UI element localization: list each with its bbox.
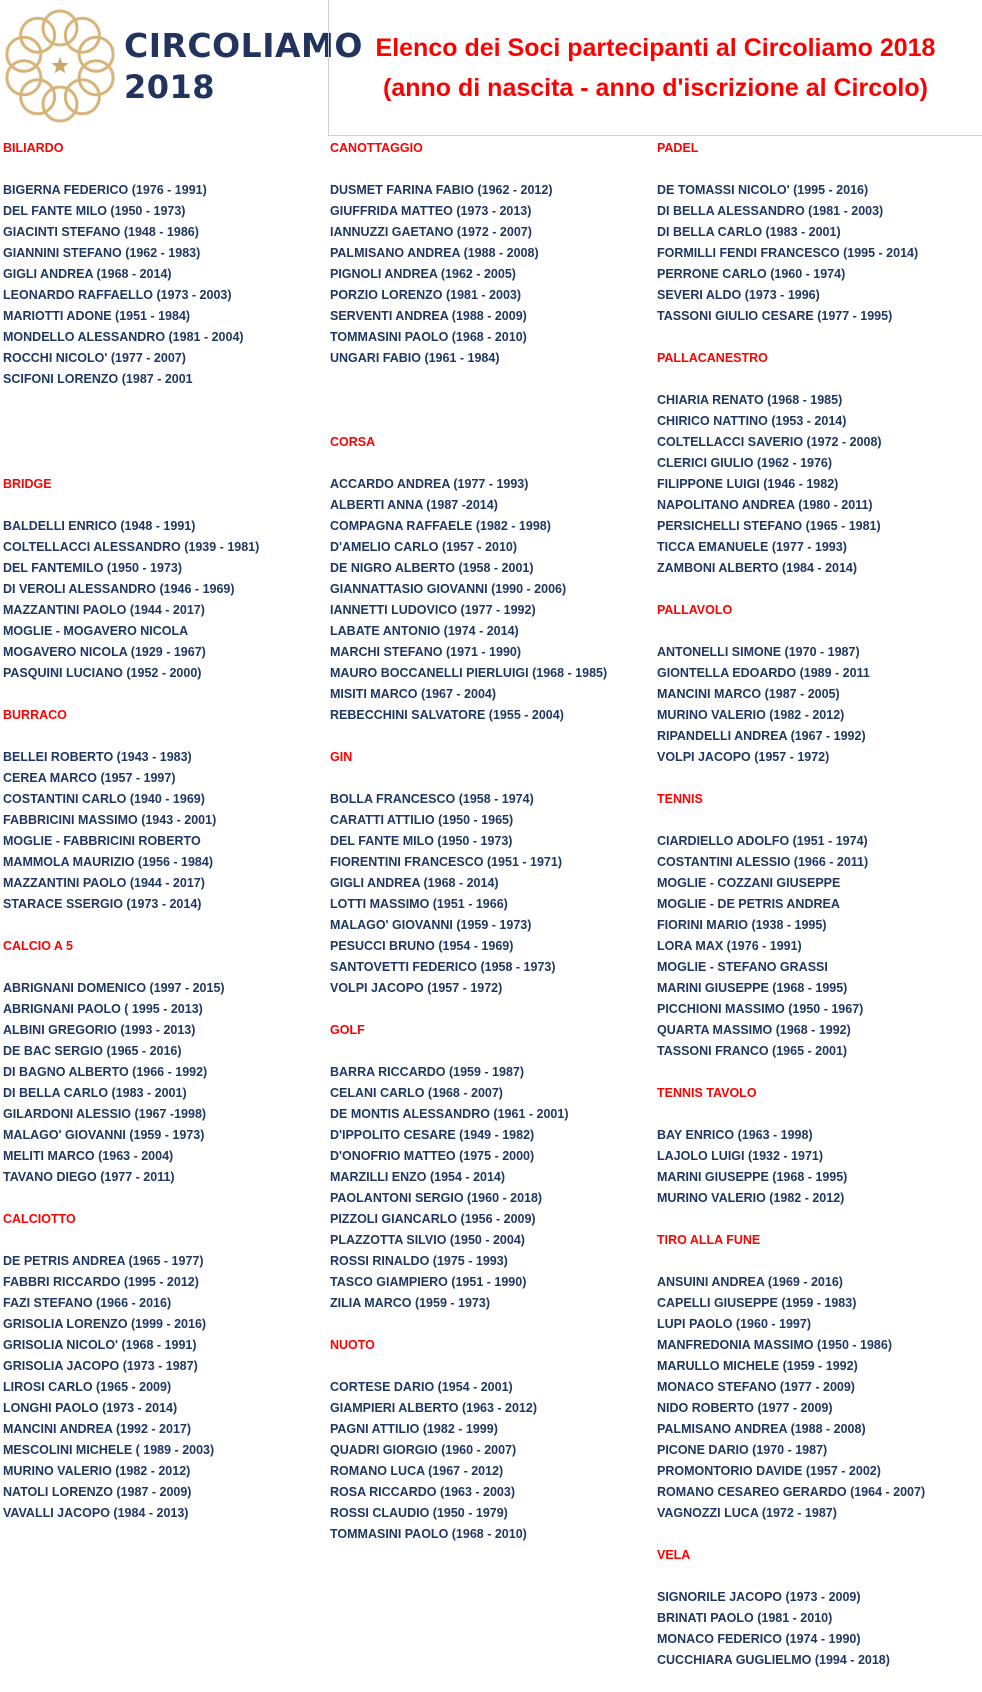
spacer [657,1566,982,1587]
header [0,0,982,140]
member-entry: FORMILLI FENDI FRANCESCO (1995 - 2014) [657,246,919,260]
member-entry: BARRA RICCARDO (1959 - 1987) [330,1065,525,1079]
member-entry: DEL FANTEMILO (1950 - 1973) [3,561,182,575]
member-entry: CORTESE DARIO (1954 - 2001) [330,1380,513,1394]
member-entry: RIPANDELLI ANDREA (1967 - 1992) [657,729,866,743]
member-entry: MOGLIE - COZZANI GIUSEPPE [657,876,841,890]
member-entry: DUSMET FARINA FABIO (1962 - 2012) [330,183,553,197]
member-entry: GIANNINI STEFANO (1962 - 1983) [3,246,201,260]
spacer [330,1314,655,1335]
section [657,789,982,1083]
section-title: TIRO ALLA FUNE [657,1233,761,1247]
member-entry: DE BAC SERGIO (1965 - 2016) [3,1044,182,1058]
spacer [657,1671,982,1692]
logo-ring [43,11,77,45]
member-entry: LAJOLO LUIGI (1932 - 1971) [657,1149,824,1163]
spacer [3,1188,328,1209]
member-entry: MURINO VALERIO (1982 - 2012) [657,708,845,722]
member-entry: SERVENTI ANDREA (1988 - 2009) [330,309,527,323]
column-1 [3,138,328,1545]
member-entry: PALMISANO ANDREA (1988 - 2008) [657,1422,866,1436]
member-entry: GRISOLIA LORENZO (1999 - 2016) [3,1317,207,1331]
member-entry: GIONTELLA EDOARDO (1989 - 2011 [657,666,870,680]
spacer [3,1524,328,1545]
spacer [3,726,328,747]
member-entry: UNGARI FABIO (1961 - 1984) [330,351,500,365]
member-entry: VAGNOZZI LUCA (1972 - 1987) [657,1506,837,1520]
spacer [3,390,328,411]
member-entry: PIGNOLI ANDREA (1962 - 2005) [330,267,516,281]
section-title: PADEL [657,141,699,155]
member-entry: DEL FANTE MILO (1950 - 1973) [330,834,513,848]
member-entry: LORA MAX (1976 - 1991) [657,939,802,953]
section [657,1230,982,1545]
member-entry: TASSONI FRANCO (1965 - 2001) [657,1044,848,1058]
member-entry: REBECCHINI SALVATORE (1955 - 2004) [330,708,564,722]
member-entry: CHIARIA RENATO (1968 - 1985) [657,393,843,407]
member-entry: IANNUZZI GAETANO (1972 - 2007) [330,225,532,239]
section-title: CALCIOTTO [3,1212,76,1226]
member-entry: DEL FANTE MILO (1950 - 1973) [3,204,186,218]
spacer [3,411,328,432]
member-entry: D'IPPOLITO CESARE (1949 - 1982) [330,1128,535,1142]
member-entry: CUCCHIARA GUGLIELMO (1994 - 2018) [657,1653,890,1667]
member-entry: BELLEI ROBERTO (1943 - 1983) [3,750,192,764]
spacer [657,1209,982,1230]
member-entry: DI BELLA CARLO (1983 - 2001) [3,1086,187,1100]
section-title: TENNIS [657,792,703,806]
section [657,348,982,600]
member-entry: MAURO BOCCANELLI PIERLUIGI (1968 - 1985) [330,666,608,680]
spacer [657,327,982,348]
spacer [330,1545,655,1566]
section-title: GIN [330,750,353,764]
section [657,138,982,348]
member-entry: MONACO FEDERICO (1974 - 1990) [657,1632,861,1646]
spacer [330,1041,655,1062]
member-entry: TICCA EMANUELE (1977 - 1993) [657,540,847,554]
section-title: BRIDGE [3,477,52,491]
circle-of-rings-star-logo-icon [2,8,118,124]
spacer [657,1524,982,1545]
member-entry: COLTELLACCI ALESSANDRO (1939 - 1981) [3,540,260,554]
member-entry: MOGLIE - DE PETRIS ANDREA [657,897,840,911]
section [330,747,655,1020]
spacer [330,390,655,411]
section [330,1020,655,1335]
member-entry: CAPELLI GIUSEPPE (1959 - 1983) [657,1296,857,1310]
member-entry: FABBRICINI MASSIMO (1943 - 2001) [3,813,217,827]
member-entry: VAVALLI JACOPO (1984 - 2013) [3,1506,189,1520]
member-entry: COSTANTINI CARLO (1940 - 1969) [3,792,205,806]
member-entry: CHIRICO NATTINO (1953 - 2014) [657,414,847,428]
section [330,138,655,432]
member-entry: LEONARDO RAFFAELLO (1973 - 2003) [3,288,232,302]
section-title: NUOTO [330,1338,375,1352]
member-entry: PICCHIONI MASSIMO (1950 - 1967) [657,1002,864,1016]
spacer [3,957,328,978]
section [657,1545,982,1692]
spacer [657,159,982,180]
member-entry: GIAMPIERI ALBERTO (1963 - 2012) [330,1401,538,1415]
member-entry: QUARTA MASSIMO (1968 - 1992) [657,1023,851,1037]
member-entry: LIROSI CARLO (1965 - 2009) [3,1380,172,1394]
member-entry: FILIPPONE LUIGI (1946 - 1982) [657,477,839,491]
member-entry: DI BELLA ALESSANDRO (1981 - 2003) [657,204,884,218]
member-entry: LONGHI PAOLO (1973 - 2014) [3,1401,178,1415]
member-entry: ABRIGNANI PAOLO ( 1995 - 2013) [3,1002,203,1016]
section-title: VELA [657,1548,691,1562]
spacer [330,369,655,390]
member-entry: QUADRI GIORGIO (1960 - 2007) [330,1443,517,1457]
logo-name: CIRCOLIAMO [124,26,363,65]
member-entry: PERRONE CARLO (1960 - 1974) [657,267,846,281]
section [657,600,982,789]
member-entry: ANSUINI ANDREA (1969 - 2016) [657,1275,843,1289]
spacer [3,453,328,474]
member-entry: PICONE DARIO (1970 - 1987) [657,1443,828,1457]
member-entry: MARINI GIUSEPPE (1968 - 1995) [657,981,848,995]
member-entry: PROMONTORIO DAVIDE (1957 - 2002) [657,1464,881,1478]
member-entry: MOGAVERO NICOLA (1929 - 1967) [3,645,206,659]
member-entry: GIUFFRIDA MATTEO (1973 - 2013) [330,204,532,218]
spacer [657,1104,982,1125]
member-entry: PESUCCI BRUNO (1954 - 1969) [330,939,514,953]
section [330,1335,655,1566]
member-entry: TOMMASINI PAOLO (1968 - 2010) [330,1527,527,1541]
member-entry: FIORENTINI FRANCESCO (1951 - 1971) [330,855,562,869]
member-entry: ALBINI GREGORIO (1993 - 2013) [3,1023,196,1037]
member-entry: BRINATI PAOLO (1981 - 2010) [657,1611,833,1625]
member-entry: PASQUINI LUCIANO (1952 - 2000) [3,666,202,680]
member-entry: MESCOLINI MICHELE ( 1989 - 2003) [3,1443,215,1457]
member-entry: NATOLI LORENZO (1987 - 2009) [3,1485,192,1499]
member-entry: ALBERTI ANNA (1987 -2014) [330,498,498,512]
member-entry: BIGERNA FEDERICO (1976 - 1991) [3,183,207,197]
member-entry: TAVANO DIEGO (1977 - 2011) [3,1170,175,1184]
member-entry: BOLLA FRANCESCO (1958 - 1974) [330,792,534,806]
page-subtitle: (anno di nascita - anno d'iscrizione al Circolo) [383,74,928,102]
member-entry: ROCCHI NICOLO' (1977 - 2007) [3,351,186,365]
member-entry: ZILIA MARCO (1959 - 1973) [330,1296,490,1310]
member-entry: PALMISANO ANDREA (1988 - 2008) [330,246,539,260]
member-entry: MONACO STEFANO (1977 - 2009) [657,1380,855,1394]
section [3,474,328,705]
member-entry: MURINO VALERIO (1982 - 2012) [3,1464,191,1478]
spacer [657,768,982,789]
member-entry: TASSONI GIULIO CESARE (1977 - 1995) [657,309,893,323]
member-entry: MOGLIE - STEFANO GRASSI [657,960,828,974]
spacer [657,810,982,831]
section-title: BILIARDO [3,141,64,155]
member-entry: ZAMBONI ALBERTO (1984 - 2014) [657,561,858,575]
member-entry: MOGLIE - FABBRICINI ROBERTO [3,834,201,848]
member-entry: MANCINI ANDREA (1992 - 2017) [3,1422,192,1436]
member-entry: MALAGO' GIOVANNI (1959 - 1973) [3,1128,205,1142]
spacer [3,1230,328,1251]
member-entry: GRISOLIA NICOLO' (1968 - 1991) [3,1338,197,1352]
member-entry: VOLPI JACOPO (1957 - 1972) [330,981,503,995]
member-entry: LUPI PAOLO (1960 - 1997) [657,1317,811,1331]
member-entry: CARATTI ATTILIO (1950 - 1965) [330,813,514,827]
member-entry: GRISOLIA JACOPO (1973 - 1987) [3,1359,198,1373]
member-entry: SANTOVETTI FEDERICO (1958 - 1973) [330,960,556,974]
spacer [657,1251,982,1272]
section-title: PALLACANESTRO [657,351,768,365]
member-entry: D'ONOFRIO MATTEO (1975 - 2000) [330,1149,535,1163]
section-title: GOLF [330,1023,365,1037]
member-entry: PORZIO LORENZO (1981 - 2003) [330,288,522,302]
section-title: CALCIO A 5 [3,939,73,953]
title-box [328,0,982,136]
spacer [330,768,655,789]
member-entry: MONDELLO ALESSANDRO (1981 - 2004) [3,330,244,344]
spacer [330,411,655,432]
member-entry: GIGLI ANDREA (1968 - 2014) [3,267,172,281]
member-entry: MARULLO MICHELE (1959 - 1992) [657,1359,858,1373]
member-entry: STARACE SSERGIO (1973 - 2014) [3,897,202,911]
spacer [657,621,982,642]
member-entry: PLAZZOTTA SILVIO (1950 - 2004) [330,1233,525,1247]
member-entry: ANTONELLI SIMONE (1970 - 1987) [657,645,860,659]
spacer [3,915,328,936]
member-entry: SEVERI ALDO (1973 - 1996) [657,288,820,302]
member-entry: ROSA RICCARDO (1963 - 2003) [330,1485,516,1499]
member-entry: MURINO VALERIO (1982 - 2012) [657,1191,845,1205]
member-entry: LOTTI MASSIMO (1951 - 1966) [330,897,508,911]
member-entry: PERSICHELLI STEFANO (1965 - 1981) [657,519,881,533]
circoliamo-logo [0,0,363,140]
section [657,1083,982,1230]
section [3,936,328,1209]
member-entry: ABRIGNANI DOMENICO (1997 - 2015) [3,981,225,995]
section-title: PALLAVOLO [657,603,733,617]
member-entry: ROMANO LUCA (1967 - 2012) [330,1464,504,1478]
member-entry: GILARDONI ALESSIO (1967 -1998) [3,1107,207,1121]
member-entry: TASCO GIAMPIERO (1951 - 1990) [330,1275,527,1289]
star-icon [51,57,68,73]
section [3,705,328,936]
member-entry: PAOLANTONI SERGIO (1960 - 2018) [330,1191,543,1205]
spacer [657,1062,982,1083]
member-entry: CIARDIELLO ADOLFO (1951 - 1974) [657,834,868,848]
member-entry: BALDELLI ENRICO (1948 - 1991) [3,519,196,533]
member-entry: DI BELLA CARLO (1983 - 2001) [657,225,841,239]
member-entry: SCIFONI LORENZO (1987 - 2001 [3,372,193,386]
logo-year: 2018 [124,68,216,106]
member-entry: SIGNORILE JACOPO (1973 - 2009) [657,1590,861,1604]
member-entry: FABBRI RICCARDO (1995 - 2012) [3,1275,199,1289]
section-title: TENNIS TAVOLO [657,1086,757,1100]
column-2 [330,138,655,1566]
member-entry: DE NIGRO ALBERTO (1958 - 2001) [330,561,534,575]
spacer [657,579,982,600]
spacer [657,369,982,390]
member-entry: IANNETTI LUDOVICO (1977 - 1992) [330,603,536,617]
spacer [330,1356,655,1377]
column-3 [657,138,982,1692]
member-entry: TOMMASINI PAOLO (1968 - 2010) [330,330,527,344]
member-entry: ROSSI CLAUDIO (1950 - 1979) [330,1506,508,1520]
member-entry: GIANNATTASIO GIOVANNI (1990 - 2006) [330,582,567,596]
member-entry: ROSSI RINALDO (1975 - 1993) [330,1254,508,1268]
member-entry: LABATE ANTONIO (1974 - 2014) [330,624,519,638]
member-entry: MARCHI STEFANO (1971 - 1990) [330,645,522,659]
member-entry: MAMMOLA MAURIZIO (1956 - 1984) [3,855,213,869]
member-entry: CLERICI GIULIO (1962 - 1976) [657,456,833,470]
spacer [3,432,328,453]
member-entry: MOGLIE - MOGAVERO NICOLA [3,624,189,638]
member-entry: MANCINI MARCO (1987 - 2005) [657,687,840,701]
section-title: CANOTTAGGIO [330,141,423,155]
member-entry: NAPOLITANO ANDREA (1980 - 2011) [657,498,873,512]
member-entry: MAZZANTINI PAOLO (1944 - 2017) [3,876,205,890]
spacer [3,684,328,705]
member-entry: MARINI GIUSEPPE (1968 - 1995) [657,1170,848,1184]
member-entry: CEREA MARCO (1957 - 1997) [3,771,176,785]
member-entry: COLTELLACCI SAVERIO (1972 - 2008) [657,435,882,449]
member-entry: GIACINTI STEFANO (1948 - 1986) [3,225,199,239]
member-entry: D'AMELIO CARLO (1957 - 2010) [330,540,518,554]
member-entry: MELITI MARCO (1963 - 2004) [3,1149,174,1163]
member-entry: COSTANTINI ALESSIO (1966 - 2011) [657,855,869,869]
logo-ring [43,87,77,121]
member-entry: MARZILLI ENZO (1954 - 2014) [330,1170,506,1184]
spacer [330,726,655,747]
member-entry: MANFREDONIA MASSIMO (1950 - 1986) [657,1338,892,1352]
member-entry: PIZZOLI GIANCARLO (1956 - 2009) [330,1212,536,1226]
page-title: Elenco dei Soci partecipanti al Circoliamo 2018 [375,34,936,62]
spacer [3,159,328,180]
spacer [3,495,328,516]
member-entry: DE PETRIS ANDREA (1965 - 1977) [3,1254,204,1268]
spacer [330,999,655,1020]
member-entry: DE MONTIS ALESSANDRO (1961 - 2001) [330,1107,569,1121]
member-entry: MAZZANTINI PAOLO (1944 - 2017) [3,603,205,617]
section-title: CORSA [330,435,376,449]
member-entry: DI BAGNO ALBERTO (1966 - 1992) [3,1065,208,1079]
member-entry: DI VEROLI ALESSANDRO (1946 - 1969) [3,582,235,596]
member-entry: CELANI CARLO (1968 - 2007) [330,1086,503,1100]
member-entry: COMPAGNA RAFFAELE (1982 - 1998) [330,519,551,533]
spacer [330,453,655,474]
member-entry: FAZI STEFANO (1966 - 2016) [3,1296,172,1310]
section [3,138,328,474]
section-title: BURRACO [3,708,67,722]
member-entry: FIORINI MARIO (1938 - 1995) [657,918,827,932]
member-entry: PAGNI ATTILIO (1982 - 1999) [330,1422,498,1436]
member-entry: GIGLI ANDREA (1968 - 2014) [330,876,499,890]
member-entry: ACCARDO ANDREA (1977 - 1993) [330,477,529,491]
member-entry: NIDO ROBERTO (1977 - 2009) [657,1401,833,1415]
member-entry: MALAGO' GIOVANNI (1959 - 1973) [330,918,532,932]
member-entry: DE TOMASSI NICOLO' (1995 - 2016) [657,183,869,197]
spacer [330,159,655,180]
section [330,432,655,747]
member-entry: BAY ENRICO (1963 - 1998) [657,1128,813,1142]
member-entry: VOLPI JACOPO (1957 - 1972) [657,750,830,764]
member-entry: MARIOTTI ADONE (1951 - 1984) [3,309,191,323]
section [3,1209,328,1545]
member-entry: ROMANO CESAREO GERARDO (1964 - 2007) [657,1485,926,1499]
member-entry: MISITI MARCO (1967 - 2004) [330,687,497,701]
